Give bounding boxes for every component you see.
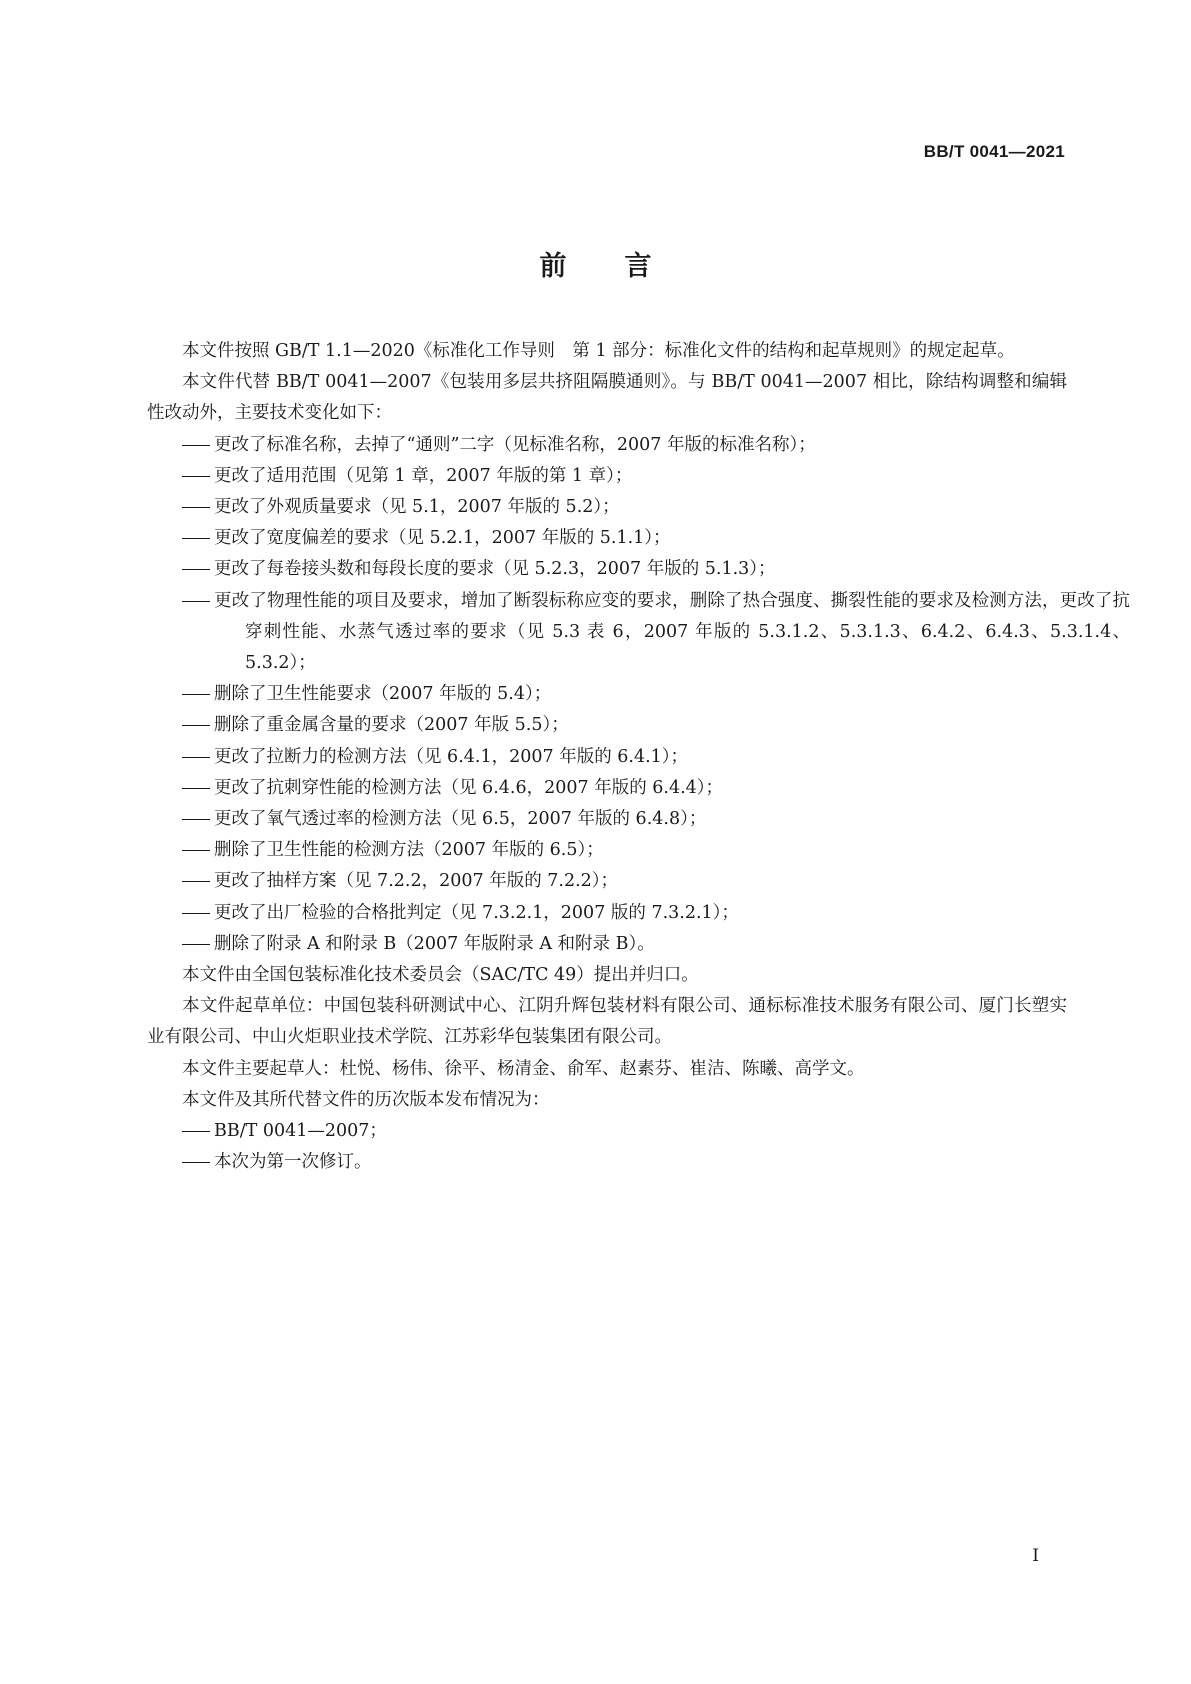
dash-mark — [182, 601, 210, 602]
dash-mark — [182, 757, 210, 758]
list-item — [182, 461, 1130, 492]
list-item — [182, 523, 1130, 554]
paragraph-intro-2: 本文件代替 BB/T 0041—2007《包装用多层共挤阻隔膜通则》。与 BB/T 0041—2007 相比，除结构调整和编辑性改动外，主要技术变化如下： — [147, 372, 1067, 424]
standard-code: BB/T 0041—2021 — [923, 142, 1065, 161]
dash-mark — [182, 1131, 210, 1132]
list-item-text: 更改了物理性能的项目及要求，增加了断裂标称应变的要求，删除了热合强度、撕裂性能的要求及检测方法，更改了抗穿刺性能、水蒸气透过率的要求（见 5.3 表 6，2007 年版的 5.3.1.2、5.3.1.3、6.4.2、6.4.3、5.3.1.4、5.3.2）； — [214, 590, 1130, 674]
list-item-text: 更改了标准名称，去掉了“通则”二字（见标准名称，2007 年版的标准名称）； — [214, 434, 816, 455]
list-item — [182, 710, 1130, 741]
dash-mark — [182, 476, 210, 477]
dash-mark — [182, 944, 210, 945]
list-item — [182, 773, 1130, 804]
list-item-text: 更改了氧气透过率的检测方法（见 6.5，2007 年版的 6.4.8）； — [214, 809, 707, 830]
page-title: 前言 — [539, 251, 710, 282]
dash-mark — [182, 569, 210, 570]
list-item — [182, 866, 1130, 897]
dash-mark — [182, 694, 210, 695]
list-item-text: 删除了卫生性能的检测方法（2007 年版的 6.5）； — [214, 840, 604, 861]
list-item-text: 本次为第一次修订。 — [214, 1152, 372, 1173]
paragraph-committee: 本文件由全国包装标准化技术委员会（SAC/TC 49）提出并归口。 — [182, 965, 699, 986]
page-number: I — [1032, 1546, 1039, 1566]
list-item-text: 更改了适用范围（见第 1 章，2007 年版的第 1 章）； — [214, 465, 633, 486]
dash-mark — [182, 850, 210, 851]
list-item-text: 删除了附录 A 和附录 B（2007 年版附录 A 和附录 B）。 — [214, 933, 655, 954]
list-item — [182, 430, 1130, 461]
list-item-text: 删除了重金属含量的要求（2007 年版 5.5）； — [214, 715, 569, 736]
dash-mark — [182, 445, 210, 446]
list-item — [182, 804, 1130, 835]
list-item-text: 删除了卫生性能要求（2007 年版的 5.4）； — [214, 684, 552, 705]
paragraph-drafters: 本文件主要起草人：杜悦、杨伟、徐平、杨清金、俞军、赵素芬、崔洁、陈曦、高学文。 — [182, 1058, 865, 1079]
list-item-text: 更改了抗刺穿性能的检测方法（见 6.4.6，2007 年版的 6.4.4）； — [214, 777, 724, 798]
dash-mark — [182, 725, 210, 726]
dash-mark — [182, 1162, 210, 1163]
list-item — [182, 554, 1130, 585]
list-item-text: 更改了每卷接头数和每段长度的要求（见 5.2.3，2007 年版的 5.1.3）； — [214, 559, 776, 580]
dash-mark — [182, 788, 210, 789]
history-list — [147, 1116, 1067, 1178]
list-item-text: 更改了出厂检验的合格批判定（见 7.3.2.1，2007 版的 7.3.2.1）； — [214, 902, 739, 923]
list-item-text: 更改了宽度偏差的要求（见 5.2.1，2007 年版的 5.1.1）； — [214, 528, 671, 549]
paragraph-drafting-units: 本文件起草单位：中国包装科研测试中心、江阴升辉包装材料有限公司、通标标准技术服务有限公司、厦门长塑实业有限公司、中山火炬职业技术学院、江苏彩华包装集团有限公司。 — [147, 996, 1067, 1048]
dash-mark — [182, 507, 210, 508]
dash-mark — [182, 913, 210, 914]
list-item-text: BB/T 0041—2007； — [214, 1121, 387, 1142]
list-item — [182, 586, 1130, 680]
list-item-text: 更改了拉断力的检测方法（见 6.4.1，2007 年版的 6.4.1）； — [214, 746, 689, 767]
list-item — [182, 898, 1130, 929]
changes-list — [147, 430, 1130, 960]
dash-mark — [182, 819, 210, 820]
list-item-text: 更改了外观质量要求（见 5.1，2007 年版的 5.2）； — [214, 497, 620, 518]
document-body — [147, 336, 1130, 1178]
list-item — [182, 492, 1130, 523]
paragraph-history-intro: 本文件及其所代替文件的历次版本发布情况为： — [182, 1089, 550, 1110]
paragraph-intro-1: 本文件按照 GB/T 1.1—2020《标准化工作导则 第 1 部分：标准化文件的结构和起草规则》的规定起草。 — [182, 341, 1015, 361]
list-item-text: 更改了抽样方案（见 7.2.2，2007 年版的 7.2.2）； — [214, 871, 619, 892]
dash-mark — [182, 538, 210, 539]
dash-mark — [182, 881, 210, 882]
list-item — [182, 742, 1130, 773]
list-item — [182, 929, 1130, 960]
list-item — [182, 1116, 1130, 1147]
list-item — [182, 679, 1130, 710]
list-item — [182, 1147, 1130, 1178]
list-item — [182, 835, 1130, 866]
